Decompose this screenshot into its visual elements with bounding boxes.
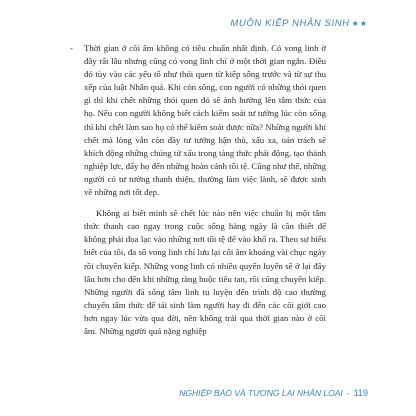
header-title: MUÔN KIẾP NHÂN SINH <box>230 18 350 29</box>
paragraph-1-text: Thời gian ở cõi âm không có tiêu chuẩn nhất định. Có vong linh ở đây rất lâu nhưng cũng có vong linh chỉ ở một thời gian ngắn. Điều đó tùy vào các yếu tố như thói quen từ kiếp sống trước và từ sự thu xếp của luật Nhân quả. Khi còn sống, con người có những thói quen gì thì khi chết những thói quen đó sẽ ảnh hưởng lên tâm thức của họ. Nếu con người không biết cách kiểm soát tư tưởng lúc còn sống thì khi chết làm sao họ có thể kiểm soát được nữa? Những người khi chết mà lòng vẫn còn đầy tư tưởng hận thù, xấu xa, oán trách sẽ khích động những chúng tử xấu trong tàng thức phát động, tạo thành nghiệp lực, đẩy họ đến những hoàn cảnh tồi tệ. Cũng như thế, những người có tư tưởng thanh thiện, thường làm việc lành, sẽ được sinh về những nơi tốt đẹp. <box>84 43 326 198</box>
page-body <box>70 42 326 346</box>
paragraph-1 <box>70 42 326 199</box>
paragraph-2 <box>84 207 326 338</box>
footer-title: NGHIỆP BÁO VÀ TƯƠNG LAI NHÂN LOẠI <box>179 388 343 398</box>
footer-separator: - <box>346 388 350 398</box>
running-header <box>230 18 368 29</box>
running-footer <box>179 388 368 398</box>
bullet-dash: - <box>70 43 73 53</box>
header-stars-icon: ★★ <box>351 19 368 28</box>
page-number: 119 <box>353 388 368 398</box>
paragraph-2-text: Không ai biết mình sẽ chết lúc nào nên việc chuẩn bị một tâm thức thanh cao ngay trong cuộc sống hàng ngày là cần thiết để không phải đọa lạc vào những nơi tồi tệ để vào khổ ra. Theo sự hiểu biết của tôi, đa số vong linh chỉ lưu lại cõi âm khoảng vài chục ngày rồi chuyển kiếp. Những vong linh có nhiều quyến luyến sẽ ở lại đây lâu hơn cho đến khi những ràng buộc tiêu tan, rồi cũng chuyển kiếp. Những người đã sống tâm linh tu luyện đến trình độ cao thường chuyển tâm thức để tái sinh làm người hay đi đến các cõi giới cao hơn ngay lúc vừa qua đời, nên không trải qua thời gian nào ở cõi âm. Những người quá nặng nghiệp <box>84 208 326 336</box>
